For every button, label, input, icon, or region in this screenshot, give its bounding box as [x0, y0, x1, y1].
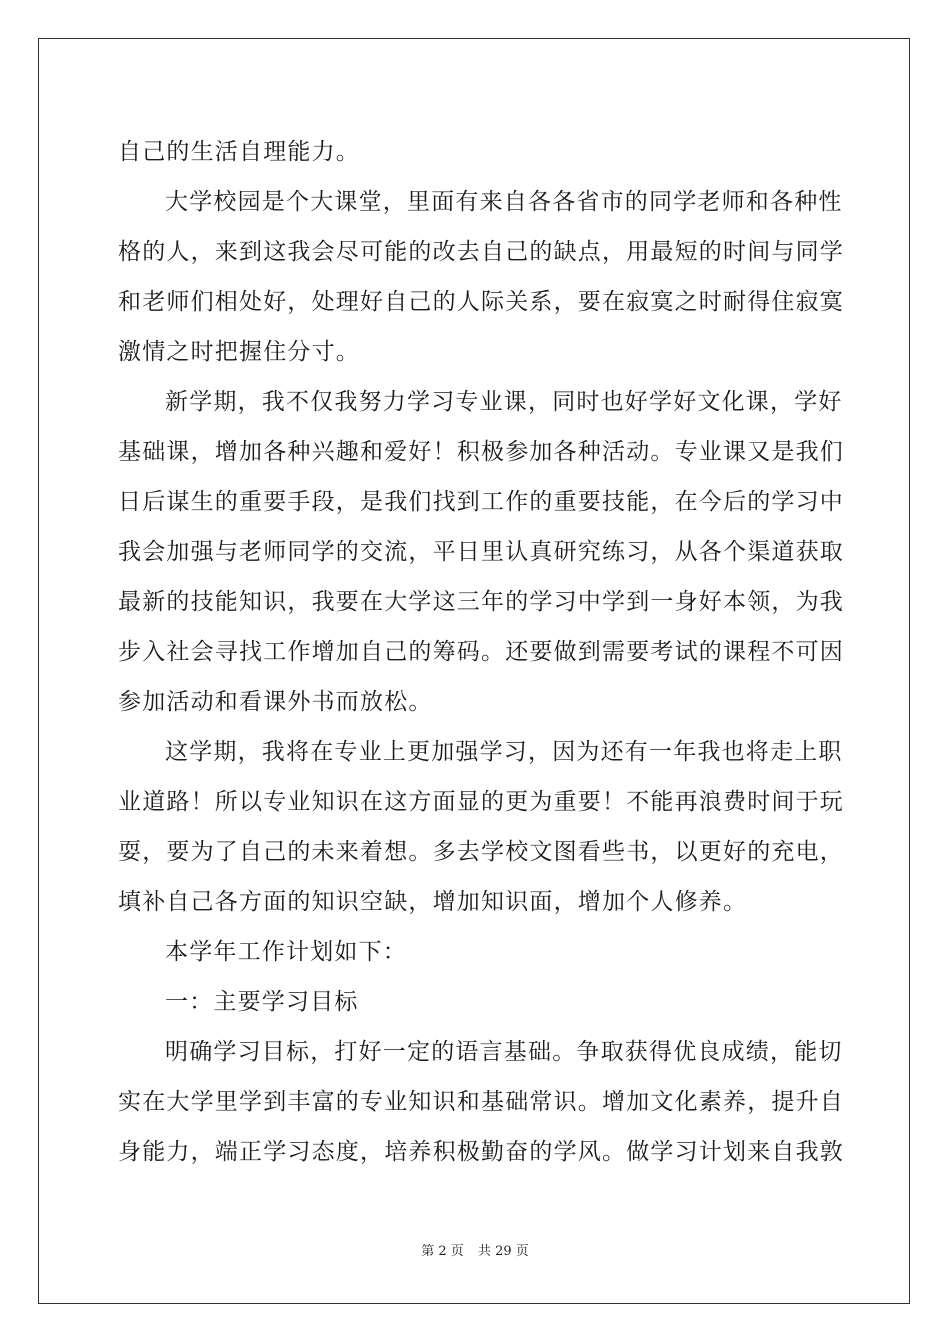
text-line: 激情之时把握住分寸。: [118, 339, 360, 365]
text-line: 参加活动和看课外书而放松。: [118, 689, 433, 715]
text-line: 步入社会寻找工作增加自己的筹码。还要做到需要考试的课程不可因: [118, 639, 844, 665]
text-line: 填补自己各方面的知识空缺，增加知识面，增加个人修养。: [118, 889, 748, 915]
text-line: 最新的技能知识，我要在大学这三年的学习中学到一身好本领，为我: [118, 589, 844, 615]
page-footer: [0, 1240, 950, 1259]
text-line: 实在大学里学到丰富的专业知识和基础常识。增加文化素养，提升自: [118, 1089, 844, 1115]
text-line: 基础课，增加各种兴趣和爱好！积极参加各种活动。专业课又是我们: [118, 439, 844, 465]
page-number: 第 2 页: [421, 1244, 464, 1259]
text-line: 一：主要学习目标: [165, 989, 359, 1015]
text-line: 格的人，来到这我会尽可能的改去自己的缺点，用最短的时间与同学: [118, 239, 844, 265]
text-line: 日后谋生的重要手段，是我们找到工作的重要技能，在今后的学习中: [118, 489, 844, 515]
text-line: 我会加强与老师同学的交流，平日里认真研究练习，从各个渠道获取: [118, 539, 844, 565]
text-line: 身能力，端正学习态度，培养积极勤奋的学风。做学习计划来自我敦: [118, 1139, 844, 1165]
total-pages: 共 29 页: [477, 1244, 529, 1259]
text-line: 和老师们相处好，处理好自己的人际关系，要在寂寞之时耐得住寂寞: [118, 289, 844, 315]
text-line: 新学期，我不仅我努力学习专业课，同时也好学好文化课，学好: [165, 389, 843, 415]
text-line: 耍，要为了自己的未来着想。多去学校文图看些书，以更好的充电，: [118, 839, 844, 865]
text-line: 本学年工作计划如下：: [165, 939, 407, 965]
text-line: 大学校园是个大课堂，里面有来自各各省市的同学老师和各种性: [165, 189, 843, 215]
text-line: 明确学习目标，打好一定的语言基础。争取获得优良成绩，能切: [165, 1039, 843, 1065]
text-line: 这学期，我将在专业上更加强学习，因为还有一年我也将走上职: [165, 739, 843, 765]
text-line: 业道路！所以专业知识在这方面显的更为重要！不能再浪费时间于玩: [118, 789, 844, 815]
text-line: 自己的生活自理能力。: [118, 139, 360, 165]
document-body: [118, 127, 844, 1177]
